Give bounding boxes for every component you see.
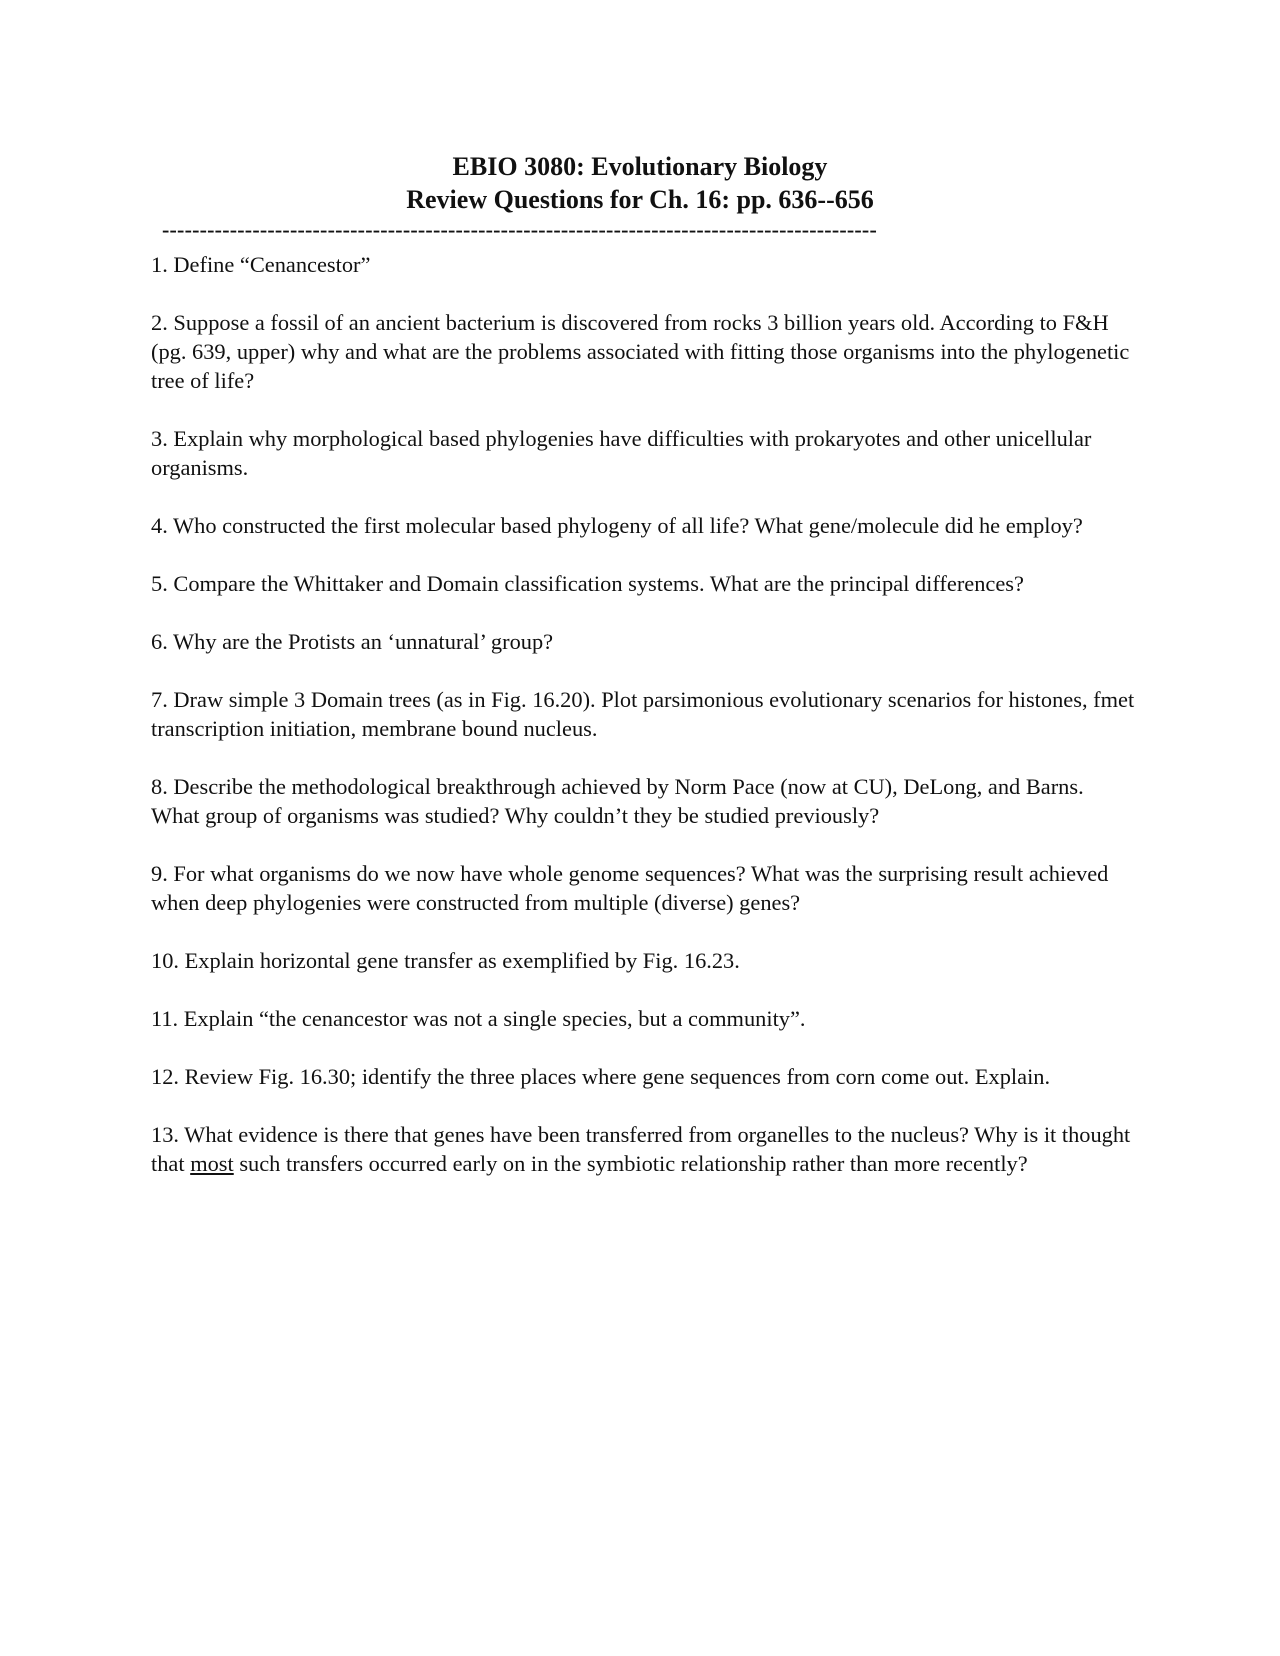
question-8: 8. Describe the methodological breakthrough achieved by Norm Pace (now at CU), DeLong, and Barns. What group of organisms was studied? Why couldn’t they be studied previously? bbox=[151, 774, 1084, 828]
course-title: EBIO 3080: Evolutionary Biology bbox=[452, 152, 828, 181]
question-13-text-start: 13. What evidence is there that genes have been transferred from organelles to the nucleus? Why is it thought that bbox=[151, 1122, 1131, 1176]
question-5: 5. Compare the Whittaker and Domain classification systems. What are the principal differences? bbox=[151, 571, 1024, 596]
question-9: 9. For what organisms do we now have whole genome sequences? What was the surprising result achieved when deep phylogenies were constructed from multiple (diverse) genes? bbox=[151, 861, 1109, 915]
question-2: 2. Suppose a fossil of an ancient bacterium is discovered from rocks 3 billion years old. According to F&H (pg. 639, upper) why and what are the problems associated with fitting those organisms into the phylogenetic tree of life? bbox=[151, 310, 1130, 393]
question-12: 12. Review Fig. 16.30; identify the three places where gene sequences from corn come out. Explain. bbox=[151, 1064, 1051, 1089]
question-11: 11. Explain “the cenancestor was not a single species, but a community”. bbox=[151, 1006, 806, 1031]
dashed-divider: ----------------------------------------------------------------------------------------------- bbox=[162, 218, 877, 242]
question-13-text-end: such transfers occurred early on in the symbiotic relationship rather than more recently? bbox=[233, 1151, 1028, 1176]
question-6: 6. Why are the Protists an ‘unnatural’ group? bbox=[151, 629, 554, 654]
review-subtitle: Review Questions for Ch. 16: pp. 636--656 bbox=[406, 185, 874, 214]
title-block bbox=[0, 150, 1280, 216]
question-13 bbox=[151, 1120, 1136, 1178]
question-13-emphasis: most bbox=[190, 1151, 234, 1176]
question-3: 3. Explain why morphological based phylogenies have difficulties with prokaryotes and other unicellular organisms. bbox=[151, 426, 1092, 480]
question-7: 7. Draw simple 3 Domain trees (as in Fig. 16.20). Plot parsimonious evolutionary scenarios for histones, fmet transcription initiation, membrane bound nucleus. bbox=[151, 687, 1135, 741]
question-list bbox=[151, 250, 1136, 1207]
question-4: 4. Who constructed the first molecular based phylogeny of all life? What gene/molecule did he employ? bbox=[151, 513, 1083, 538]
question-1: 1. Define “Cenancestor” bbox=[151, 252, 371, 277]
question-10: 10. Explain horizontal gene transfer as exemplified by Fig. 16.23. bbox=[151, 948, 740, 973]
